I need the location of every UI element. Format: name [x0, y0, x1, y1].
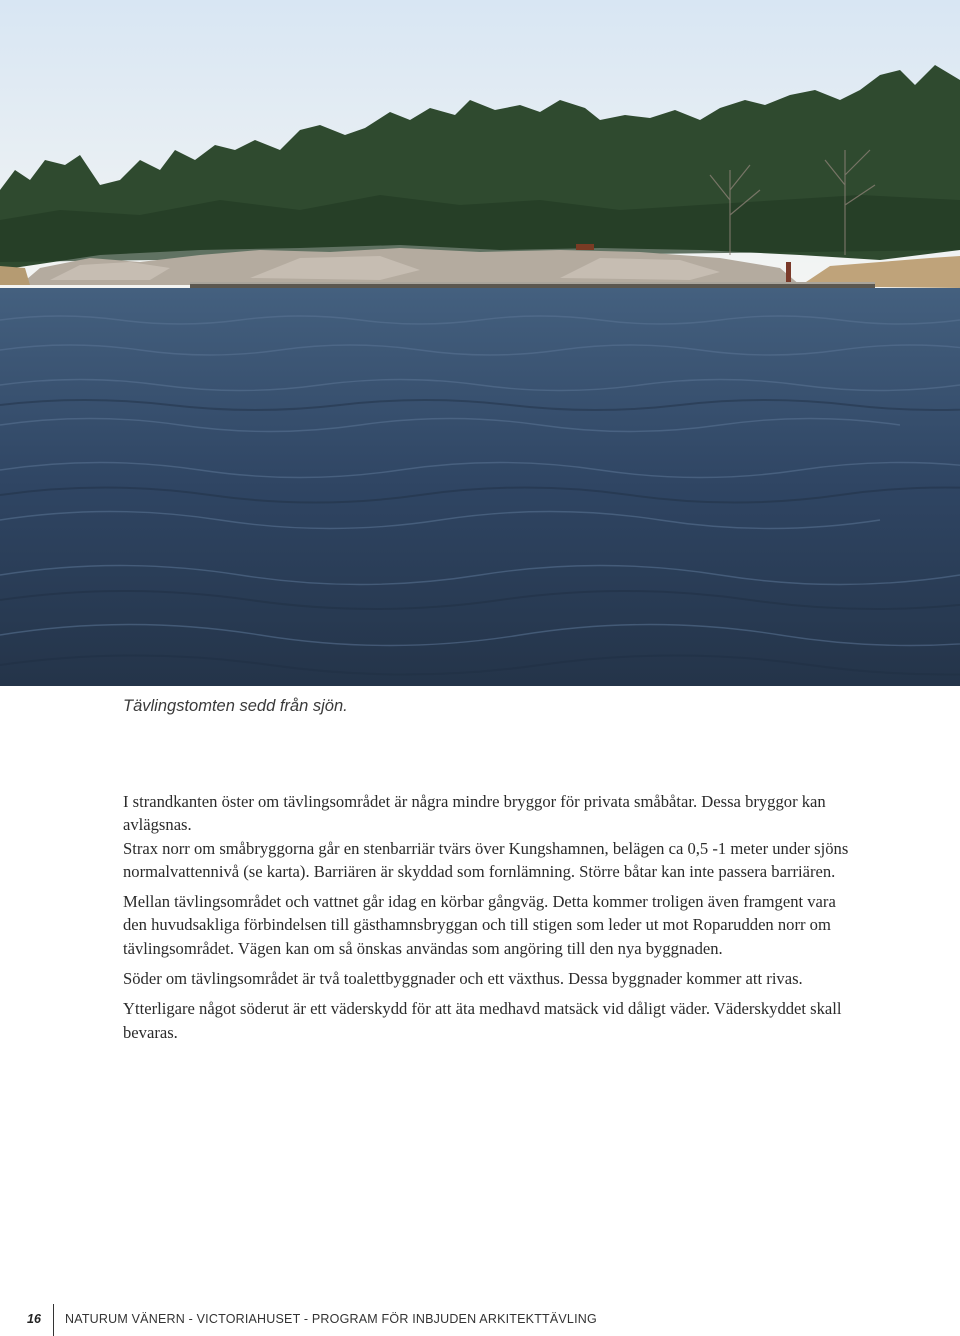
body-text: [123, 790, 853, 1051]
page-number: 16: [27, 1312, 41, 1326]
paragraph: Mellan tävlingsområdet och vattnet går idag en körbar gångväg. Detta kommer troligen även framgent vara den huvudsakliga förbindelsen till gästhamnsbryggan och till stigen som leder ut mot Roparudden norr om tävlingsområdet. Vägen kan om så önskas användas som angöring till den nya byggnaden.: [123, 892, 836, 958]
paragraph: Strax norr om småbryggorna går en stenbarriär tvärs över Kungshamnen, belägen ca 0,5 -1 meter under sjöns normalvattennivå (se karta). Barriären är skyddad som fornlämning. Större båtar kan inte passera barriären.: [123, 838, 849, 881]
mooring-post: [786, 262, 791, 282]
footer-divider: [53, 1304, 54, 1336]
lake-water: [0, 288, 960, 686]
photo-caption: Tävlingstomten sedd från sjön.: [123, 697, 348, 715]
page-footer: [0, 1300, 960, 1336]
paragraph: Söder om tävlingsområdet är två toalettbyggnader och ett växthus. Dessa byggnader kommer att rivas.: [123, 969, 803, 989]
paragraph: I strandkanten öster om tävlingsområdet är några mindre bryggor för privata småbåtar. Dessa bryggor kan avlägsnas.: [123, 792, 826, 835]
jetty-top: [190, 282, 875, 284]
paragraph: Ytterligare något söderut är ett väderskydd för att äta medhavd matsäck vid dåligt väder. Väderskyddet skall bevaras.: [123, 999, 842, 1042]
footer-title: NATURUM VÄNERN - VICTORIAHUSET - PROGRAM FÖR INBJUDEN ARKITEKTTÄVLING: [65, 1312, 597, 1326]
picnic-table: [576, 244, 594, 250]
